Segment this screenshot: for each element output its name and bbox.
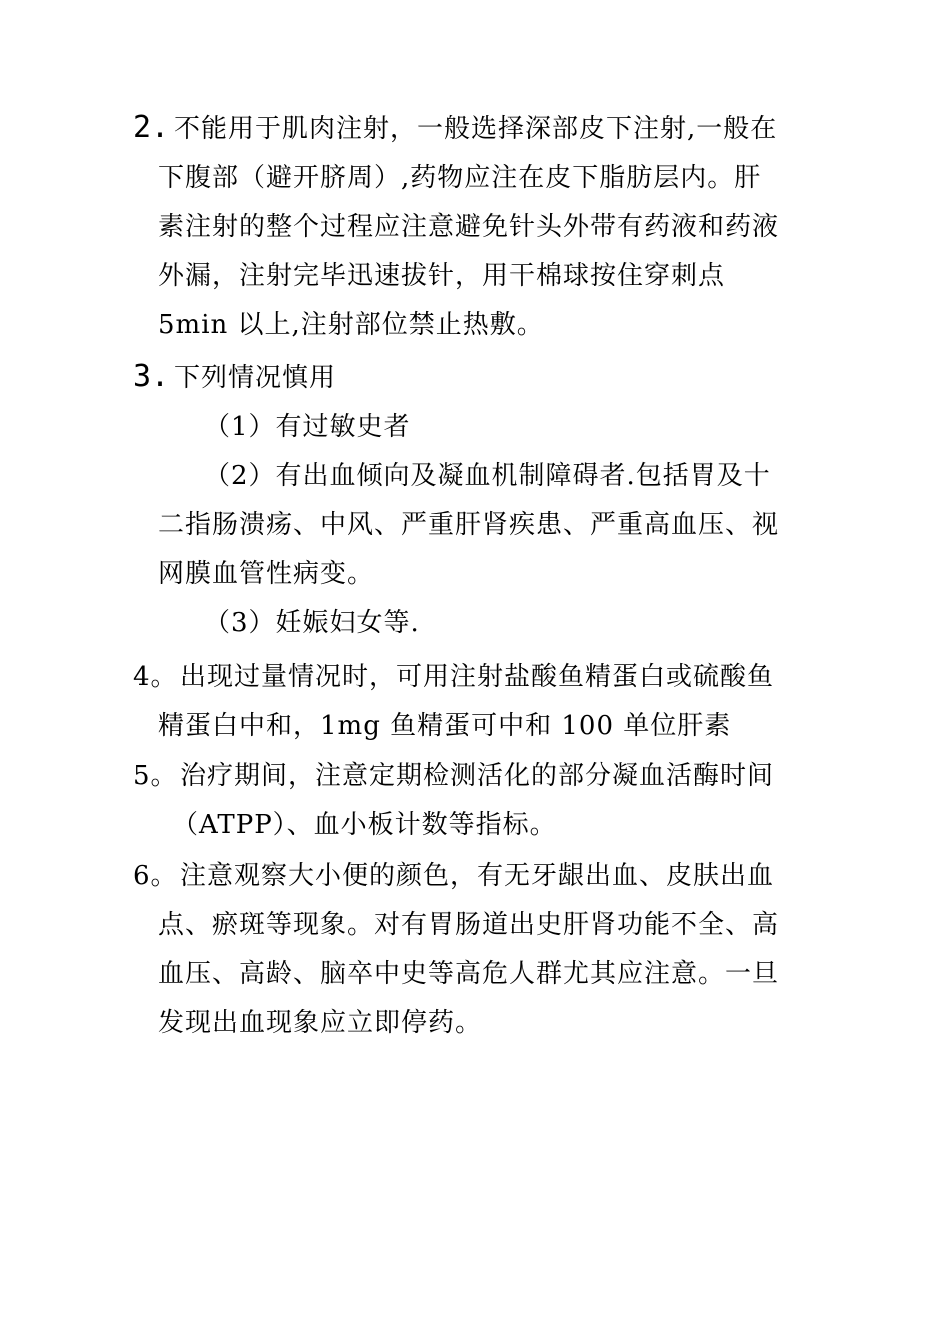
paragraph-line: 血压、高龄、脑卒中史等高危人群尤其应注意。一旦 [158, 959, 780, 989]
paragraph-line: 发现出血现象应立即停药。 [158, 1008, 483, 1038]
paragraph-line: 出现过量情况时，可用注射盐酸鱼精蛋白或硫酸鱼 [180, 662, 775, 692]
paragraph-line: 治疗期间，注意定期检测活化的部分凝血活酶时间 [180, 761, 775, 791]
item-number: 3. [133, 359, 170, 394]
sub-item-line: （1）有过敏史者 [204, 412, 411, 442]
item-number: 5。 [133, 761, 178, 791]
item-number: 2. [133, 110, 170, 145]
item-number: 6。 [133, 861, 178, 891]
paragraph-line: 精蛋白中和，1mg 鱼精蛋可中和 100 单位肝素 [158, 711, 732, 741]
sub-item-line: （2）有出血倾向及凝血机制障碍者.包括胃及十 [204, 461, 771, 491]
paragraph-line: 下列情况慎用 [174, 363, 337, 393]
paragraph-line: 5min 以上,注射部位禁止热敷。 [158, 310, 544, 340]
paragraph-line: 二指肠溃疡、中风、严重肝肾疾患、严重高血压、视 [158, 510, 780, 540]
paragraph-line: 素注射的整个过程应注意避免针头外带有药液和药液 [158, 212, 780, 242]
paragraph-line: 注意观察大小便的颜色，有无牙龈出血、皮肤出血 [180, 861, 775, 891]
item-number: 4。 [133, 662, 178, 692]
paragraph-line: 下腹部（避开脐周）,药物应注在皮下脂肪层内。肝 [158, 163, 762, 193]
paragraph-line: 外漏，注射完毕迅速拔针，用干棉球按住穿刺点 [158, 261, 726, 291]
paragraph-line: 不能用于肌肉注射，一般选择深部皮下注射,一般在 [174, 114, 778, 144]
paragraph-line: 网膜血管性病变。 [158, 559, 375, 589]
sub-item-line: （3）妊娠妇女等. [204, 608, 420, 638]
paragraph-line: 点、瘀斑等现象。对有胃肠道出史肝肾功能不全、高 [158, 910, 780, 940]
paragraph-line: （ATPP）、血小板计数等指标。 [172, 810, 557, 840]
